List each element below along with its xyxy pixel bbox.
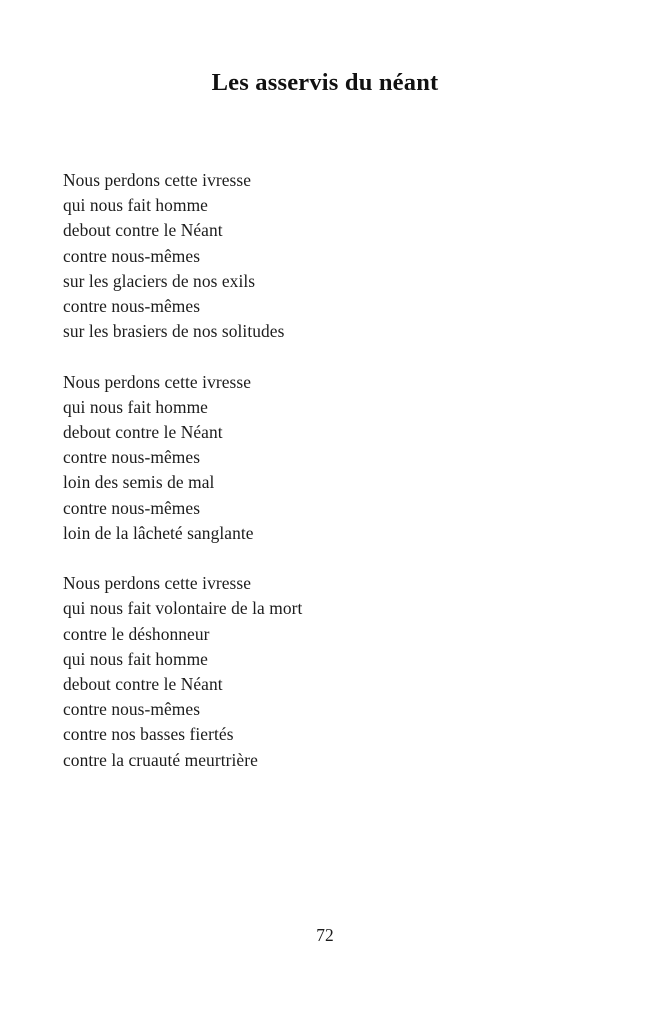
verse-line: contre nous-mêmes — [63, 296, 201, 317]
verse-line: sur les glaciers de nos exils — [63, 270, 256, 291]
verse-line: contre nous-mêmes — [63, 447, 201, 468]
verse-line: debout contre le Néant — [63, 422, 223, 443]
stanza — [63, 168, 583, 344]
stanza — [63, 370, 583, 546]
verse-line: sur les brasiers de nos solitudes — [63, 321, 285, 342]
verse-line: qui nous fait volontaire de la mort — [63, 598, 303, 619]
verse-line: loin de la lâcheté sanglante — [63, 522, 254, 543]
verse-line: contre nos basses fiertés — [63, 724, 234, 745]
verse-line: qui nous fait homme — [63, 195, 208, 216]
verse-line: qui nous fait homme — [63, 396, 208, 417]
verse-line: debout contre le Néant — [63, 674, 223, 695]
page-title: Les asservis du néant — [211, 69, 439, 97]
verse-line: contre la cruauté meurtrière — [63, 749, 258, 770]
verse-line: contre nous-mêmes — [63, 699, 201, 720]
verse-line: Nous perdons cette ivresse — [63, 371, 252, 392]
stanza — [63, 571, 583, 773]
page-number: 72 — [316, 925, 334, 945]
verse-line: debout contre le Néant — [63, 220, 223, 241]
verse-line: qui nous fait homme — [63, 648, 208, 669]
verse-line: contre nous-mêmes — [63, 497, 201, 518]
verse-line: contre nous-mêmes — [63, 245, 201, 266]
poem-body — [63, 168, 583, 773]
verse-line: contre le déshonneur — [63, 623, 210, 644]
verse-line: Nous perdons cette ivresse — [63, 170, 252, 190]
verse-line: Nous perdons cette ivresse — [63, 573, 252, 594]
verse-line: loin des semis de mal — [63, 472, 215, 493]
